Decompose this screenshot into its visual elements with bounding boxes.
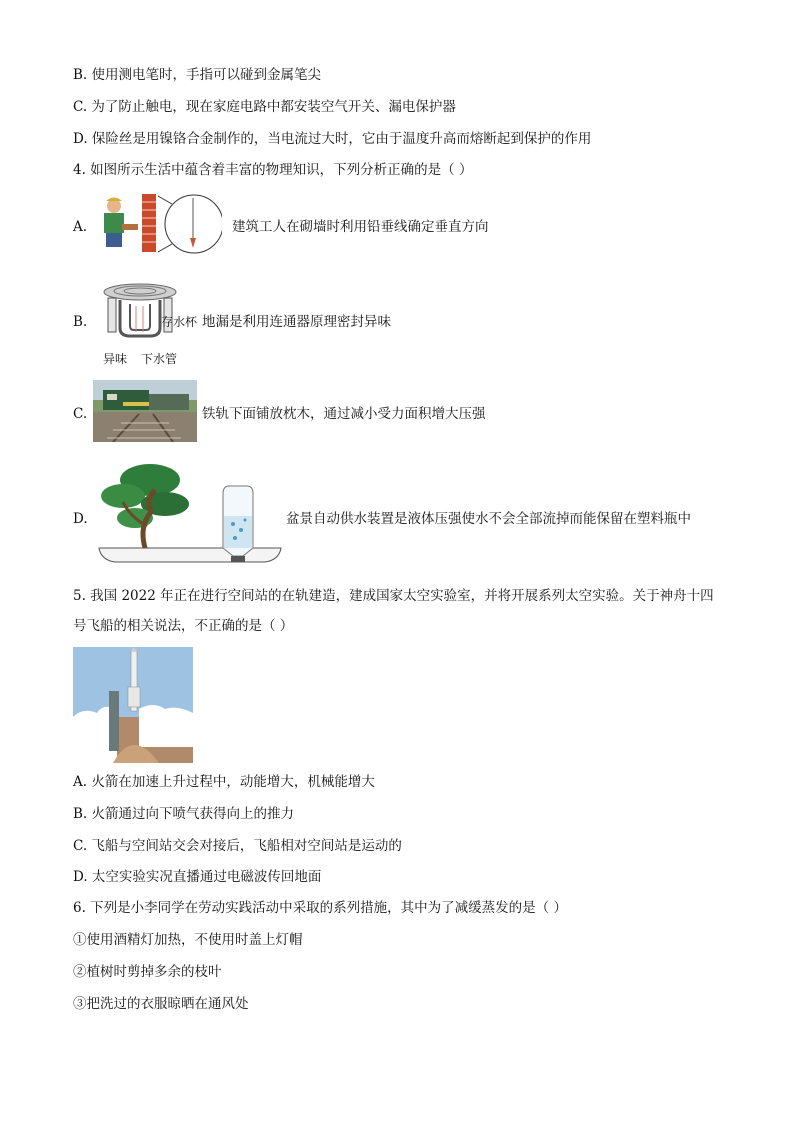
q4-option-d-letter: D.: [73, 511, 88, 527]
rocket-launch-photo: [73, 647, 193, 763]
q4-option-b-label-pipe: 下水管: [141, 352, 178, 366]
q4-option-c-letter: C.: [73, 406, 88, 422]
q6-item-3: ③把洗过的衣服晾晒在通风处: [73, 996, 249, 1012]
q6-item-1: ①使用酒精灯加热，不使用时盖上灯帽: [73, 932, 303, 948]
q4-option-c-text: 铁轨下面铺放枕木，通过减小受力面积增大压强: [202, 406, 486, 422]
train-railway-figure: [93, 380, 197, 442]
q4-option-d-text: 盆景自动供水装置是液体压强使水不会全部流掉而能保留在塑料瓶中: [286, 511, 691, 527]
q4-option-a-text: 建筑工人在砌墙时利用铅垂线确定垂直方向: [232, 219, 489, 235]
q4-option-b-label-smell: 异味: [103, 352, 128, 366]
q5-option-b: B. 火箭通过向下喷气获得向上的推力: [73, 806, 295, 822]
q5-option-d: D. 太空实验实况直播通过电磁波传回地面: [73, 869, 322, 885]
q4-stem: 4. 如图所示生活中蕴含着丰富的物理知识，下列分析正确的是（ ）: [73, 162, 473, 178]
q4-option-b-letter: B.: [73, 314, 88, 330]
q5-option-a: A. 火箭在加速上升过程中，动能增大，机械能增大: [73, 774, 375, 790]
bonsai-auto-water-figure: [95, 456, 285, 574]
q5-stem-line2: 号飞船的相关说法，不正确的是（ ）: [73, 618, 294, 634]
q6-stem: 6. 下列是小李同学在劳动实践活动中采取的系列措施，其中为了减缓蒸发的是（ ）: [73, 900, 567, 916]
q5-option-c: C. 飞船与空间站交会对接后，飞船相对空间站是运动的: [73, 838, 402, 854]
q3-option-b: B. 使用测电笔时，手指可以碰到金属笔尖: [73, 67, 322, 83]
q6-item-2: ②植树时剪掉多余的枝叶: [73, 964, 222, 980]
q4-option-b-label-cup: 存水杯: [161, 315, 198, 329]
q4-option-b-text: 地漏是利用连通器原理密封异味: [202, 314, 391, 330]
bricklayer-plumb-line-figure: [100, 190, 222, 256]
q3-option-d: D. 保险丝是用镍铬合金制作的，当电流过大时，它由于温度升高而熔断起到保护的作用: [73, 131, 592, 147]
q3-option-c: C. 为了防止触电，现在家庭电路中都安装空气开关、漏电保护器: [73, 99, 456, 115]
q4-option-a-letter: A.: [73, 219, 88, 235]
q5-stem-line1: 5. 我国 2022 年正在进行空间站的在轨建造，建成国家太空实验室，并将开展系列太空实验。关于神舟十四: [73, 588, 714, 604]
